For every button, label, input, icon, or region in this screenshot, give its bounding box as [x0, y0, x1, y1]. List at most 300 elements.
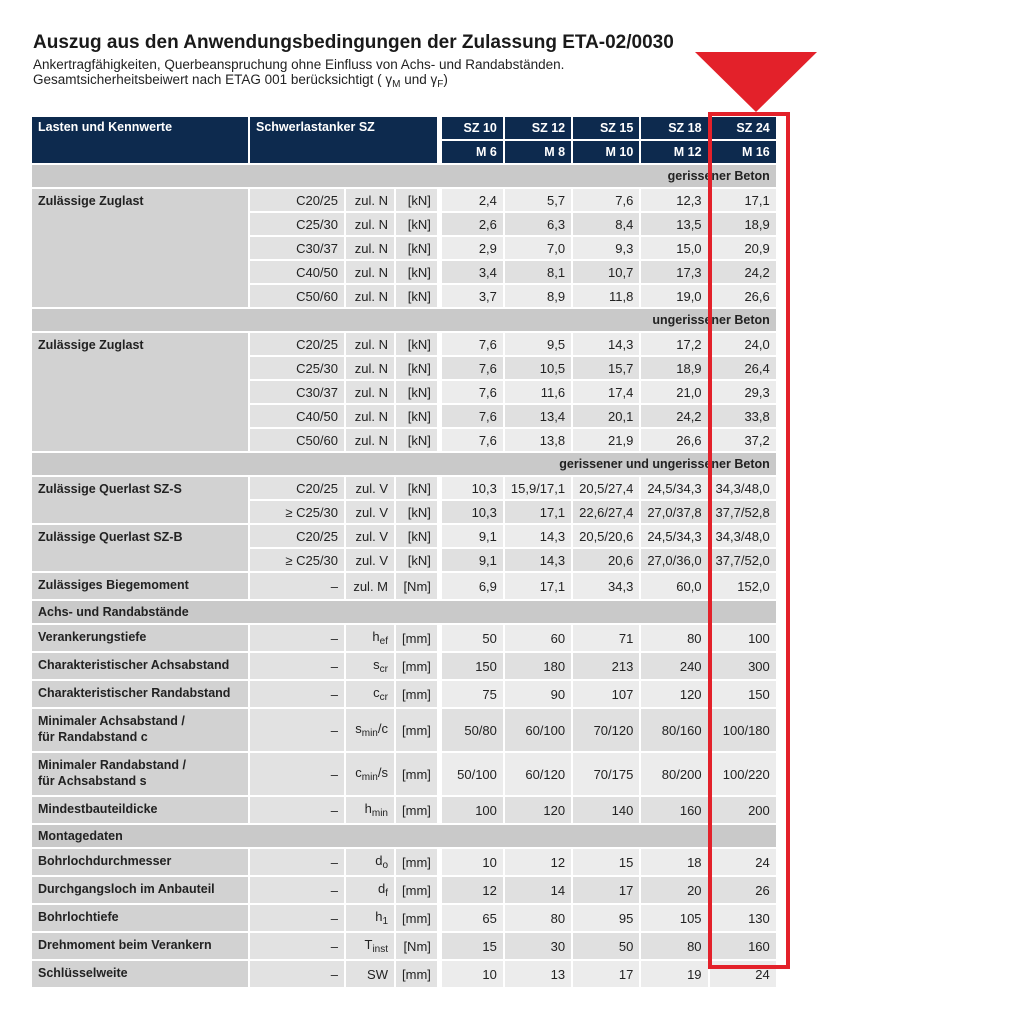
concrete-class: C50/60	[250, 429, 344, 451]
concrete-class: –	[250, 573, 344, 599]
symbol-subscript: o	[382, 860, 388, 871]
row-label	[32, 681, 248, 707]
row-label	[32, 333, 248, 451]
value-cell: 90	[505, 681, 571, 707]
value-cell: 20,1	[573, 405, 639, 427]
row-label	[32, 933, 248, 959]
row-label-text: Bohrlochdurchmesser	[38, 854, 172, 868]
value-cell: 21,0	[641, 381, 707, 403]
value-cell: 37,7/52,8	[710, 501, 776, 523]
value-cell: 10	[442, 961, 503, 987]
concrete-class: –	[250, 709, 344, 751]
value-cell: 7,6	[442, 405, 503, 427]
value-cell: 152,0	[710, 573, 776, 599]
value-cell: 50	[573, 933, 639, 959]
symbol-text: c	[373, 685, 380, 700]
row-label-text: Verankerungstiefe	[38, 630, 147, 644]
symbol-text: zul. V	[355, 552, 388, 568]
spacer	[439, 501, 440, 523]
concrete-class: C40/50	[250, 261, 344, 283]
symbol	[346, 681, 394, 707]
unit: [kN]	[396, 501, 437, 523]
value-cell: 180	[505, 653, 571, 679]
table-row	[32, 849, 776, 875]
symbol	[346, 189, 394, 211]
value-cell: 7,0	[505, 237, 571, 259]
row-label-text: Zulässige Querlast SZ-S	[38, 482, 182, 496]
concrete-class: C20/25	[250, 333, 344, 355]
symbol	[346, 933, 394, 959]
symbol-text: zul. N	[354, 384, 388, 400]
value-cell: 24,2	[710, 261, 776, 283]
value-cell: 50/80	[442, 709, 503, 751]
value-cell: 300	[710, 653, 776, 679]
row-label	[32, 625, 248, 651]
row-label-text-2: für Achsabstand s	[38, 774, 147, 788]
row-label	[32, 573, 248, 599]
section-row	[32, 309, 776, 331]
symbol-text: zul. N	[354, 336, 388, 352]
spacer	[439, 849, 440, 875]
concrete-class: –	[250, 797, 344, 823]
concrete-class: –	[250, 933, 344, 959]
row-label	[32, 189, 248, 307]
section-row	[32, 165, 776, 187]
value-cell: 13,4	[505, 405, 571, 427]
value-cell: 13,8	[505, 429, 571, 451]
value-cell: 150	[710, 681, 776, 707]
value-cell: 15,9/17,1	[505, 477, 571, 499]
symbol-suffix: /c	[377, 721, 388, 736]
symbol	[346, 429, 394, 451]
value-cell: 9,5	[505, 333, 571, 355]
value-cell: 24,0	[710, 333, 776, 355]
spacer	[439, 381, 440, 403]
subtitle-text: Gesamtsicherheitsbeiwert nach ETAG 001 berücksichtigt (	[33, 72, 386, 87]
row-label-text: Zulässige Querlast SZ-B	[38, 530, 183, 544]
value-cell: 3,4	[442, 261, 503, 283]
concrete-class: –	[250, 849, 344, 875]
value-cell: 11,8	[573, 285, 639, 307]
row-label-text: Minimaler Randabstand /	[38, 758, 186, 772]
row-label-text: Zulässige Zuglast	[38, 194, 144, 208]
unit: [mm]	[396, 753, 437, 795]
symbol	[346, 357, 394, 379]
value-cell: 9,1	[442, 525, 503, 547]
subtitle: Ankertragfähigkeiten, Querbeanspruchung ohne Einfluss von Achs- und Randabständen.	[33, 57, 565, 72]
symbol-text: h	[375, 909, 383, 924]
value-cell: 2,6	[442, 213, 503, 235]
header-thread: M 16	[710, 141, 776, 163]
symbol	[346, 261, 394, 283]
row-label	[32, 905, 248, 931]
symbol-subscript: min	[361, 772, 378, 783]
table-row	[32, 681, 776, 707]
row-label	[32, 961, 248, 987]
concrete-class: –	[250, 681, 344, 707]
symbol-subscript: inst	[372, 944, 388, 955]
row-label-text: Zulässiges Biegemoment	[38, 578, 189, 592]
value-cell: 100	[442, 797, 503, 823]
row-label	[32, 709, 248, 751]
value-cell: 10,3	[442, 501, 503, 523]
value-cell: 7,6	[573, 189, 639, 211]
symbol	[346, 525, 394, 547]
unit: [Nm]	[396, 573, 437, 599]
value-cell: 130	[710, 905, 776, 931]
value-cell: 19,0	[641, 285, 707, 307]
value-cell: 7,6	[442, 381, 503, 403]
unit: [kN]	[396, 189, 437, 211]
concrete-class: C30/37	[250, 381, 344, 403]
symbol-subscript: f	[385, 888, 388, 899]
value-cell: 30	[505, 933, 571, 959]
spacer	[439, 625, 440, 651]
concrete-class: C30/37	[250, 237, 344, 259]
value-cell: 80	[641, 625, 707, 651]
unit: [kN]	[396, 213, 437, 235]
value-cell: 18,9	[710, 213, 776, 235]
value-cell: 120	[505, 797, 571, 823]
symbol-text: c	[355, 765, 362, 780]
value-cell: 20,5/27,4	[573, 477, 639, 499]
section-heading: ungerissener Beton	[32, 309, 776, 331]
unit: [kN]	[396, 333, 437, 355]
symbol	[346, 333, 394, 355]
value-cell: 37,2	[710, 429, 776, 451]
value-cell: 34,3/48,0	[710, 477, 776, 499]
spacer	[439, 905, 440, 931]
value-cell: 19	[641, 961, 707, 987]
value-cell: 17	[573, 961, 639, 987]
value-cell: 12,3	[641, 189, 707, 211]
unit: [mm]	[396, 797, 437, 823]
value-cell: 60/120	[505, 753, 571, 795]
concrete-class: C25/30	[250, 213, 344, 235]
value-cell: 20,6	[573, 549, 639, 571]
value-cell: 15	[442, 933, 503, 959]
unit: [kN]	[396, 261, 437, 283]
unit: [kN]	[396, 525, 437, 547]
section-heading: Montagedaten	[32, 825, 776, 847]
symbol-text: zul. V	[355, 504, 388, 520]
header-size: SZ 18	[641, 117, 707, 139]
spacer	[439, 961, 440, 987]
value-cell: 24	[710, 961, 776, 987]
header-size: SZ 12	[505, 117, 571, 139]
spacer	[439, 213, 440, 235]
symbol	[346, 477, 394, 499]
value-cell: 17,1	[505, 501, 571, 523]
value-cell: 9,1	[442, 549, 503, 571]
value-cell: 150	[442, 653, 503, 679]
value-cell: 50/100	[442, 753, 503, 795]
gamma-f-sub: F	[437, 79, 444, 90]
value-cell: 24,2	[641, 405, 707, 427]
value-cell: 22,6/27,4	[573, 501, 639, 523]
value-cell: 12	[442, 877, 503, 903]
symbol	[346, 501, 394, 523]
symbol-text: zul. N	[354, 288, 388, 304]
value-cell: 7,6	[442, 429, 503, 451]
row-label	[32, 653, 248, 679]
symbol-text: zul. N	[354, 216, 388, 232]
value-cell: 6,3	[505, 213, 571, 235]
spacer	[439, 333, 440, 355]
value-cell: 14,3	[573, 333, 639, 355]
value-cell: 100/180	[710, 709, 776, 751]
symbol-subscript: min	[361, 728, 378, 739]
highlight-box-sz18	[708, 112, 790, 969]
value-cell: 17	[573, 877, 639, 903]
value-cell: 80	[641, 933, 707, 959]
table-row	[32, 905, 776, 931]
unit: [kN]	[396, 405, 437, 427]
value-cell: 37,7/52,0	[710, 549, 776, 571]
spacer	[439, 797, 440, 823]
value-cell: 13	[505, 961, 571, 987]
value-cell: 60,0	[641, 573, 707, 599]
unit: [kN]	[396, 237, 437, 259]
row-label	[32, 477, 248, 523]
value-cell: 80	[505, 905, 571, 931]
table-row	[32, 709, 776, 751]
symbol-subscript: 1	[382, 916, 388, 927]
value-cell: 17,1	[505, 573, 571, 599]
value-cell: 160	[710, 933, 776, 959]
row-label-text: Schlüsselweite	[38, 966, 128, 980]
spacer	[439, 477, 440, 499]
value-cell: 13,5	[641, 213, 707, 235]
symbol-subscript: cr	[379, 692, 388, 703]
unit: [kN]	[396, 549, 437, 571]
value-cell: 34,3/48,0	[710, 525, 776, 547]
table-row	[32, 877, 776, 903]
value-cell: 17,3	[641, 261, 707, 283]
value-cell: 26,6	[641, 429, 707, 451]
value-cell: 213	[573, 653, 639, 679]
section-row	[32, 601, 776, 623]
value-cell: 18,9	[641, 357, 707, 379]
value-cell: 17,2	[641, 333, 707, 355]
row-label-text: Drehmoment beim Verankern	[38, 938, 212, 952]
value-cell: 24	[710, 849, 776, 875]
symbol	[346, 753, 394, 795]
table-row	[32, 753, 776, 795]
value-cell: 9,3	[573, 237, 639, 259]
concrete-class: –	[250, 625, 344, 651]
unit: [mm]	[396, 625, 437, 651]
value-cell: 8,1	[505, 261, 571, 283]
symbol-subscript: min	[371, 808, 388, 819]
row-label-text: Charakteristischer Randabstand	[38, 686, 231, 700]
spacer	[439, 357, 440, 379]
value-cell: 8,9	[505, 285, 571, 307]
symbol	[346, 797, 394, 823]
concrete-class: –	[250, 753, 344, 795]
value-cell: 105	[641, 905, 707, 931]
unit: [kN]	[396, 285, 437, 307]
table-row	[32, 525, 776, 547]
symbol-subscript: ef	[379, 636, 388, 647]
value-cell: 7,6	[442, 357, 503, 379]
symbol-text: zul. N	[354, 192, 388, 208]
concrete-class: –	[250, 877, 344, 903]
value-cell: 70/120	[573, 709, 639, 751]
value-cell: 15,0	[641, 237, 707, 259]
value-cell: 100/220	[710, 753, 776, 795]
value-cell: 27,0/36,0	[641, 549, 707, 571]
symbol-text: zul. N	[354, 360, 388, 376]
value-cell: 24,5/34,3	[641, 525, 707, 547]
value-cell: 10,5	[505, 357, 571, 379]
value-cell: 26,6	[710, 285, 776, 307]
value-cell: 95	[573, 905, 639, 931]
value-cell: 10,7	[573, 261, 639, 283]
value-cell: 70/175	[573, 753, 639, 795]
concrete-class: C20/25	[250, 525, 344, 547]
header-size: SZ 15	[573, 117, 639, 139]
symbol	[346, 961, 394, 987]
section-row	[32, 453, 776, 475]
value-cell: 50	[442, 625, 503, 651]
value-cell: 26	[710, 877, 776, 903]
symbol-text: s	[373, 657, 380, 672]
value-cell: 3,7	[442, 285, 503, 307]
row-label-text: Durchgangsloch im Anbauteil	[38, 882, 215, 896]
value-cell: 8,4	[573, 213, 639, 235]
header-thread: M 10	[573, 141, 639, 163]
row-label-text: Mindestbauteildicke	[38, 802, 158, 816]
header-schwerlastanker: Schwerlastanker SZ	[250, 117, 437, 163]
unit: [mm]	[396, 905, 437, 931]
concrete-class: –	[250, 961, 344, 987]
header-thread: M 8	[505, 141, 571, 163]
row-label	[32, 797, 248, 823]
subtitle-safety	[33, 72, 448, 92]
unit: [mm]	[396, 849, 437, 875]
value-cell: 120	[641, 681, 707, 707]
spacer	[439, 877, 440, 903]
unit: [kN]	[396, 381, 437, 403]
gamma-m-sub: M	[392, 79, 401, 90]
spacer	[439, 573, 440, 599]
spacer	[439, 753, 440, 795]
unit: [mm]	[396, 961, 437, 987]
section-heading: gerissener und ungerissener Beton	[32, 453, 776, 475]
concrete-class: C20/25	[250, 477, 344, 499]
value-cell: 6,9	[442, 573, 503, 599]
table-row	[32, 333, 776, 355]
value-cell: 60/100	[505, 709, 571, 751]
value-cell: 2,9	[442, 237, 503, 259]
symbol	[346, 709, 394, 751]
gamma-m: γ	[385, 72, 393, 87]
value-cell: 107	[573, 681, 639, 707]
row-label-text: Charakteristischer Achsabstand	[38, 658, 230, 672]
symbol	[346, 653, 394, 679]
spacer	[439, 285, 440, 307]
symbol	[346, 905, 394, 931]
header-row-sizes	[32, 117, 776, 139]
anchor-specs-table	[30, 115, 778, 989]
symbol-text: h	[364, 801, 372, 816]
value-cell: 10,3	[442, 477, 503, 499]
und-text: und	[400, 72, 431, 87]
concrete-class: ≥ C25/30	[250, 549, 344, 571]
symbol-suffix: /s	[377, 765, 388, 780]
value-cell: 14	[505, 877, 571, 903]
table-row	[32, 625, 776, 651]
spacer	[439, 429, 440, 451]
value-cell: 200	[710, 797, 776, 823]
header-size: SZ 10	[442, 117, 503, 139]
value-cell: 75	[442, 681, 503, 707]
value-cell: 11,6	[505, 381, 571, 403]
symbol	[346, 381, 394, 403]
concrete-class: –	[250, 653, 344, 679]
table-row	[32, 189, 776, 211]
symbol	[346, 549, 394, 571]
symbol-text: s	[355, 721, 362, 736]
value-cell: 65	[442, 905, 503, 931]
page-title: Auszug aus den Anwendungsbedingungen der Zulassung ETA-02/0030	[33, 32, 674, 53]
header-lasten: Lasten und Kennwerte	[32, 117, 248, 163]
value-cell: 12	[505, 849, 571, 875]
symbol-text: zul. V	[355, 480, 388, 496]
value-cell: 2,4	[442, 189, 503, 211]
value-cell: 14,3	[505, 525, 571, 547]
row-label-text-2: für Randabstand c	[38, 730, 148, 744]
value-cell: 29,3	[710, 381, 776, 403]
header-thread: M 12	[641, 141, 707, 163]
symbol-text: d	[375, 853, 383, 868]
row-label-text: Zulässige Zuglast	[38, 338, 144, 352]
symbol	[346, 237, 394, 259]
value-cell: 33,8	[710, 405, 776, 427]
concrete-class: C50/60	[250, 285, 344, 307]
value-cell: 20,5/20,6	[573, 525, 639, 547]
value-cell: 34,3	[573, 573, 639, 599]
value-cell: 60	[505, 625, 571, 651]
table-row	[32, 961, 776, 987]
table-row	[32, 573, 776, 599]
symbol-text: T	[364, 937, 373, 952]
table-row	[32, 933, 776, 959]
spacer	[439, 709, 440, 751]
symbol	[346, 573, 394, 599]
section-heading: Achs- und Randabstände	[32, 601, 776, 623]
value-cell: 80/160	[641, 709, 707, 751]
spacer	[439, 525, 440, 547]
value-cell: 15,7	[573, 357, 639, 379]
unit: [Nm]	[396, 933, 437, 959]
symbol-text: zul. N	[354, 264, 388, 280]
symbol-subscript: cr	[379, 664, 388, 675]
value-cell: 24,5/34,3	[641, 477, 707, 499]
spacer	[439, 681, 440, 707]
value-cell: 100	[710, 625, 776, 651]
symbol	[346, 285, 394, 307]
value-cell: 71	[573, 625, 639, 651]
spacer	[439, 933, 440, 959]
close-paren: )	[443, 72, 448, 87]
table-row	[32, 653, 776, 679]
value-cell: 7,6	[442, 333, 503, 355]
header-thread: M 6	[442, 141, 503, 163]
symbol-text: zul. N	[354, 408, 388, 424]
symbol	[346, 405, 394, 427]
